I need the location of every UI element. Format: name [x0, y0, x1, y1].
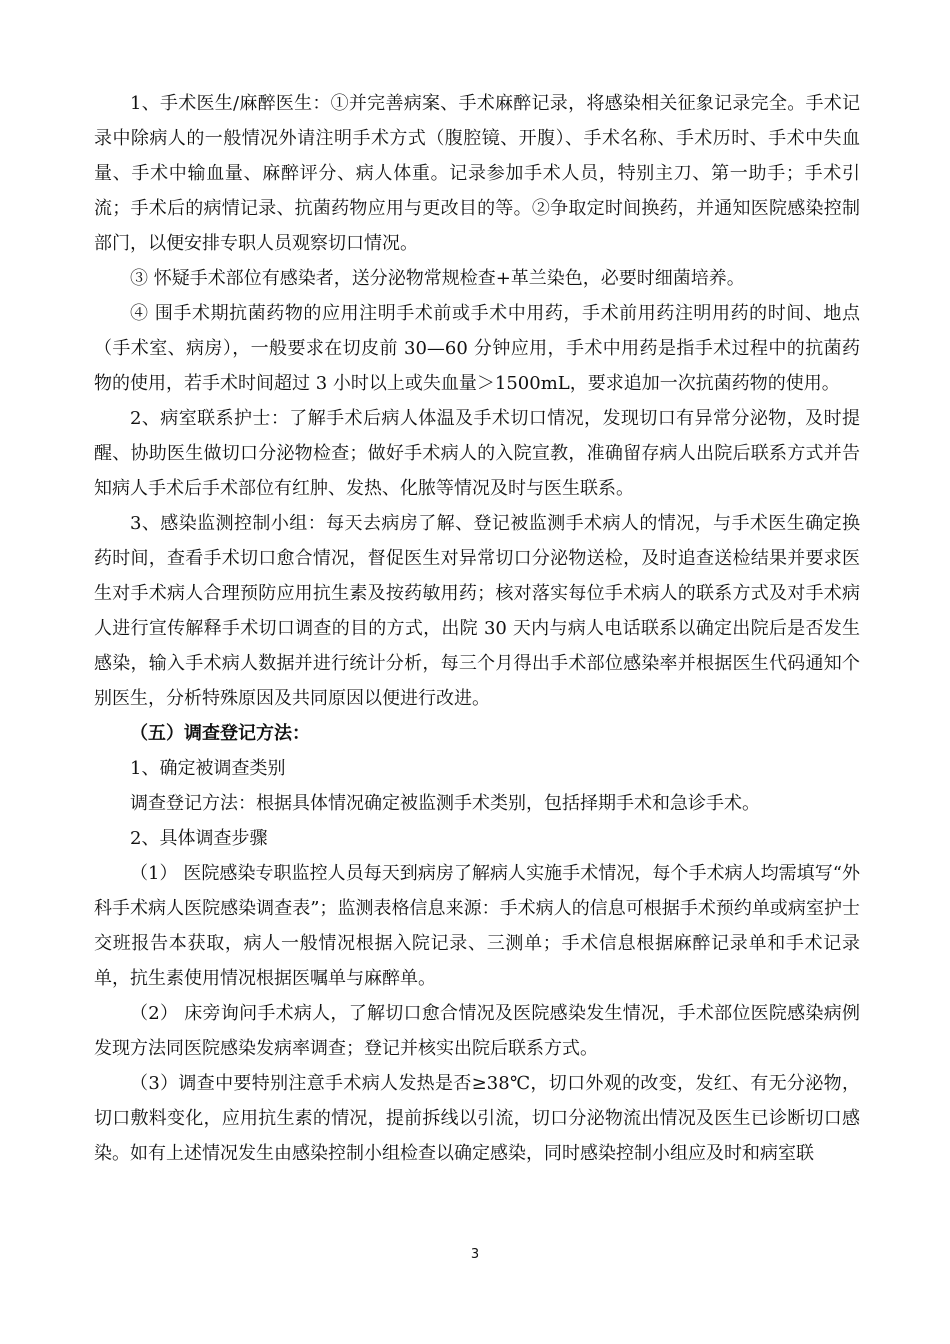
section-heading: （五）调查登记方法： [130, 723, 310, 744]
paragraph-suspected-infection: ③ 怀疑手术部位有感染者，送分泌物常规检查+革兰染色，必要时细菌培养。 [130, 268, 745, 289]
paragraph-specific-steps: 2、具体调查步骤 [130, 828, 268, 849]
paragraph-step-1: （1） 医院感染专职监控人员每天到病房了解病人实施手术情况，每个手术病人均需填写“外科手术病人医院感染调查表”；监测表格信息来源：手术病人的信息可根据手术预约单或病室护士交班报告本获取，病人一般情况根据入院记录、三测单；手术信息根据麻醉记录单和手术记录单，抗生素使用情况根据医嘱单与麻醉单。 [94, 863, 860, 989]
page-number: 3 [470, 1247, 480, 1262]
paragraph-step-2: （2） 床旁询问手术病人，了解切口愈合情况及医院感染发生情况，手术部位医院感染病例发现方法同医院感染发病率调查；登记并核实出院后联系方式。 [94, 1003, 860, 1059]
paragraph-control-group: 3、感染监测控制小组：每天去病房了解、登记被监测手术病人的情况，与手术医生确定换药时间，查看手术切口愈合情况，督促医生对异常切口分泌物送检，及时追查送检结果并要求医生对手术病人合理预防应用抗生素及按药敏用药；核对落实每位手术病人的联系方式及对手术病人进行宣传解释手术切口调查的目的方式，出院 30 天内与病人电话联系以确定出院后是否发生感染，输入手术病人数据并进行统计分析，每三个月得出手术部位感染率并根据医生代码通知个别医生，分析特殊原因及共同原因以便进行改进。 [94, 513, 860, 709]
paragraph-registration-method: 调查登记方法：根据具体情况确定被监测手术类别，包括择期手术和急诊手术。 [130, 793, 760, 814]
paragraph-step-3: （3）调查中要特别注意手术病人发热是否≥38℃，切口外观的改变，发红、有无分泌物，切口敷料变化，应用抗生素的情况，提前拆线以引流，切口分泌物流出情况及医生已诊断切口感染。如有上述情况发生由感染控制小组检查以确定感染，同时感染控制小组应及时和病室联 [94, 1073, 860, 1164]
paragraph-surgeon-duties: 1、手术医生/麻醉医生：①并完善病案、手术麻醉记录，将感染相关征象记录完全。手术记录中除病人的一般情况外请注明手术方式（腹腔镜、开腹）、手术名称、手术历时、手术中失血量、手术中输血量、麻醉评分、病人体重。记录参加手术人员，特别主刀、第一助手；手术引流；手术后的病情记录、抗菌药物应用与更改目的等。②争取定时间换药，并通知医院感染控制部门，以便安排专职人员观察切口情况。 [94, 93, 860, 254]
paragraph-ward-nurse: 2、病室联系护士：了解手术后病人体温及手术切口情况，发现切口有异常分泌物，及时提醒、协助医生做切口分泌物检查；做好手术病人的入院宣教，准确留存病人出院后联系方式并告知病人手术后手术部位有红肿、发热、化脓等情况及时与医生联系。 [94, 408, 860, 499]
page-body [94, 86, 860, 1171]
paragraph-antibiotic-use: ④ 围手术期抗菌药物的应用注明手术前或手术中用药，手术前用药注明用药的时间、地点（手术室、病房），一般要求在切皮前 30—60 分钟应用，手术中用药是指手术过程中的抗菌药物的使用，若手术时间超过 3 小时以上或失血量＞1500mL，要求追加一次抗菌药物的使用。 [94, 303, 860, 394]
paragraph-determine-category: 1、确定被调查类别 [130, 758, 286, 779]
